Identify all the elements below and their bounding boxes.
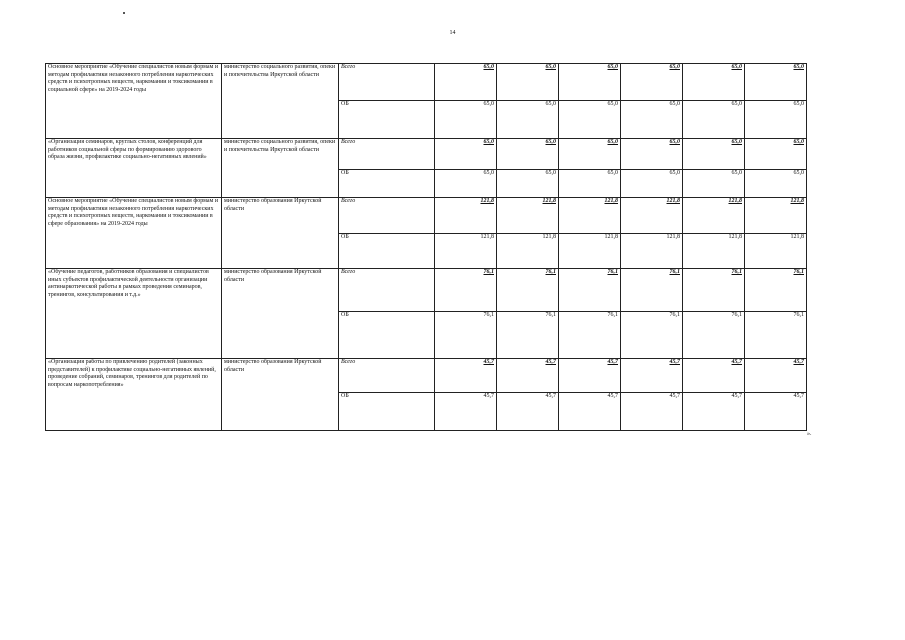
ob-value-cell: 65,0 — [435, 170, 497, 198]
total-value-cell: 76,1 — [621, 269, 683, 312]
source-ob-label: ОБ — [339, 393, 435, 431]
ob-value-cell: 65,0 — [683, 170, 745, 198]
executor-cell: министерство образования Иркутской области — [222, 359, 339, 431]
total-value-cell: 45,7 — [745, 359, 807, 393]
table-row — [46, 139, 807, 170]
total-value-cell: 65,0 — [497, 139, 559, 170]
measure-cell: «Организация семинаров, круглых столов, конференций для работников социальной сферы по формированию здорового образа жизни, профилактике социально-негативных явлений» — [46, 139, 222, 198]
ob-value-cell: 76,1 — [621, 312, 683, 359]
ob-value-cell: 76,1 — [745, 312, 807, 359]
ob-value-cell: 45,7 — [621, 393, 683, 431]
ob-value-cell: 121,8 — [559, 234, 621, 269]
source-total-label: Всего — [339, 139, 435, 170]
total-value-cell: 121,8 — [621, 198, 683, 234]
total-value-cell: 65,0 — [621, 139, 683, 170]
ob-value-cell: 45,7 — [745, 393, 807, 431]
total-value-cell: 65,0 — [745, 139, 807, 170]
measure-cell: «Организация работы по привлечению родителей (законных представителей) к профилактике социально-негативных явлений, проведение собраний, семинаров, тренингов для родителей по вопросам наркопотребления» — [46, 359, 222, 431]
source-ob-label: ОБ — [339, 312, 435, 359]
ob-value-cell: 45,7 — [559, 393, 621, 431]
total-value-cell: 65,0 — [559, 139, 621, 170]
total-value-cell: 76,1 — [559, 269, 621, 312]
source-ob-label: ОБ — [339, 234, 435, 269]
ob-value-cell: 121,8 — [683, 234, 745, 269]
ob-value-cell: 65,0 — [621, 101, 683, 139]
source-total-label: Всего — [339, 64, 435, 101]
total-value-cell: 65,0 — [683, 139, 745, 170]
source-total-label: Всего — [339, 269, 435, 312]
total-value-cell: 65,0 — [497, 64, 559, 101]
ob-value-cell: 45,7 — [435, 393, 497, 431]
total-value-cell: 121,8 — [683, 198, 745, 234]
ob-value-cell: 76,1 — [559, 312, 621, 359]
total-value-cell: 45,7 — [559, 359, 621, 393]
total-value-cell: 45,7 — [435, 359, 497, 393]
executor-cell: министерство образования Иркутской области — [222, 198, 339, 269]
ob-value-cell: 65,0 — [745, 170, 807, 198]
total-value-cell: 76,1 — [497, 269, 559, 312]
measure-cell: Основное мероприятие «Обучение специалистов новым формам и методам профилактики незаконного потребления наркотических средств и психотропных веществ, наркомании и токсикомании в сфере образования» на 2019-2024 годы — [46, 198, 222, 269]
total-value-cell: 45,7 — [683, 359, 745, 393]
table-row — [46, 359, 807, 393]
ob-value-cell: 76,1 — [435, 312, 497, 359]
table-row — [46, 198, 807, 234]
total-value-cell: 121,8 — [497, 198, 559, 234]
ob-value-cell: 65,0 — [497, 101, 559, 139]
total-value-cell: 76,1 — [435, 269, 497, 312]
page-number: 14 — [449, 30, 456, 36]
total-value-cell: 45,7 — [497, 359, 559, 393]
table-row — [46, 64, 807, 101]
total-value-cell: 65,0 — [435, 139, 497, 170]
ob-value-cell: 65,0 — [621, 170, 683, 198]
total-value-cell: 76,1 — [745, 269, 807, 312]
source-ob-label: ОБ — [339, 170, 435, 198]
ob-value-cell: 65,0 — [745, 101, 807, 139]
end-mark: ». — [807, 431, 812, 437]
measure-cell: Основное мероприятие «Обучение специалистов новым формам и методам профилактики незаконного потребления наркотических средств и психотропных веществ, наркомании и токсикомании в социальной сфере» на 2019-2024 годы — [46, 64, 222, 139]
total-value-cell: 65,0 — [559, 64, 621, 101]
ob-value-cell: 76,1 — [497, 312, 559, 359]
source-total-label: Всего — [339, 198, 435, 234]
scan-mark — [123, 12, 125, 14]
ob-value-cell: 121,8 — [435, 234, 497, 269]
source-total-label: Всего — [339, 359, 435, 393]
total-value-cell: 121,8 — [435, 198, 497, 234]
total-value-cell: 45,7 — [621, 359, 683, 393]
budget-table — [45, 63, 807, 431]
ob-value-cell: 65,0 — [497, 170, 559, 198]
total-value-cell: 121,8 — [559, 198, 621, 234]
executor-cell: министерство образования Иркутской области — [222, 269, 339, 359]
executor-cell: министерство социального развития, опеки и попечительства Иркутской области — [222, 139, 339, 198]
ob-value-cell: 76,1 — [683, 312, 745, 359]
table-body — [46, 64, 807, 431]
total-value-cell: 65,0 — [683, 64, 745, 101]
table-row — [46, 269, 807, 312]
total-value-cell: 121,8 — [745, 198, 807, 234]
source-ob-label: ОБ — [339, 101, 435, 139]
ob-value-cell: 65,0 — [683, 101, 745, 139]
ob-value-cell: 121,8 — [497, 234, 559, 269]
total-value-cell: 65,0 — [435, 64, 497, 101]
ob-value-cell: 45,7 — [683, 393, 745, 431]
ob-value-cell: 65,0 — [435, 101, 497, 139]
ob-value-cell: 45,7 — [497, 393, 559, 431]
measure-cell: «Обучение педагогов, работников образования и специалистов иных субъектов профилактической деятельности организации антинаркотической работы в рамках проведения семинаров, тренингов, консультирования и т.д.» — [46, 269, 222, 359]
ob-value-cell: 65,0 — [559, 101, 621, 139]
total-value-cell: 65,0 — [745, 64, 807, 101]
total-value-cell: 65,0 — [621, 64, 683, 101]
ob-value-cell: 65,0 — [559, 170, 621, 198]
ob-value-cell: 121,8 — [621, 234, 683, 269]
executor-cell: министерство социального развития, опеки и попечительства Иркутской области — [222, 64, 339, 139]
total-value-cell: 76,1 — [683, 269, 745, 312]
ob-value-cell: 121,8 — [745, 234, 807, 269]
